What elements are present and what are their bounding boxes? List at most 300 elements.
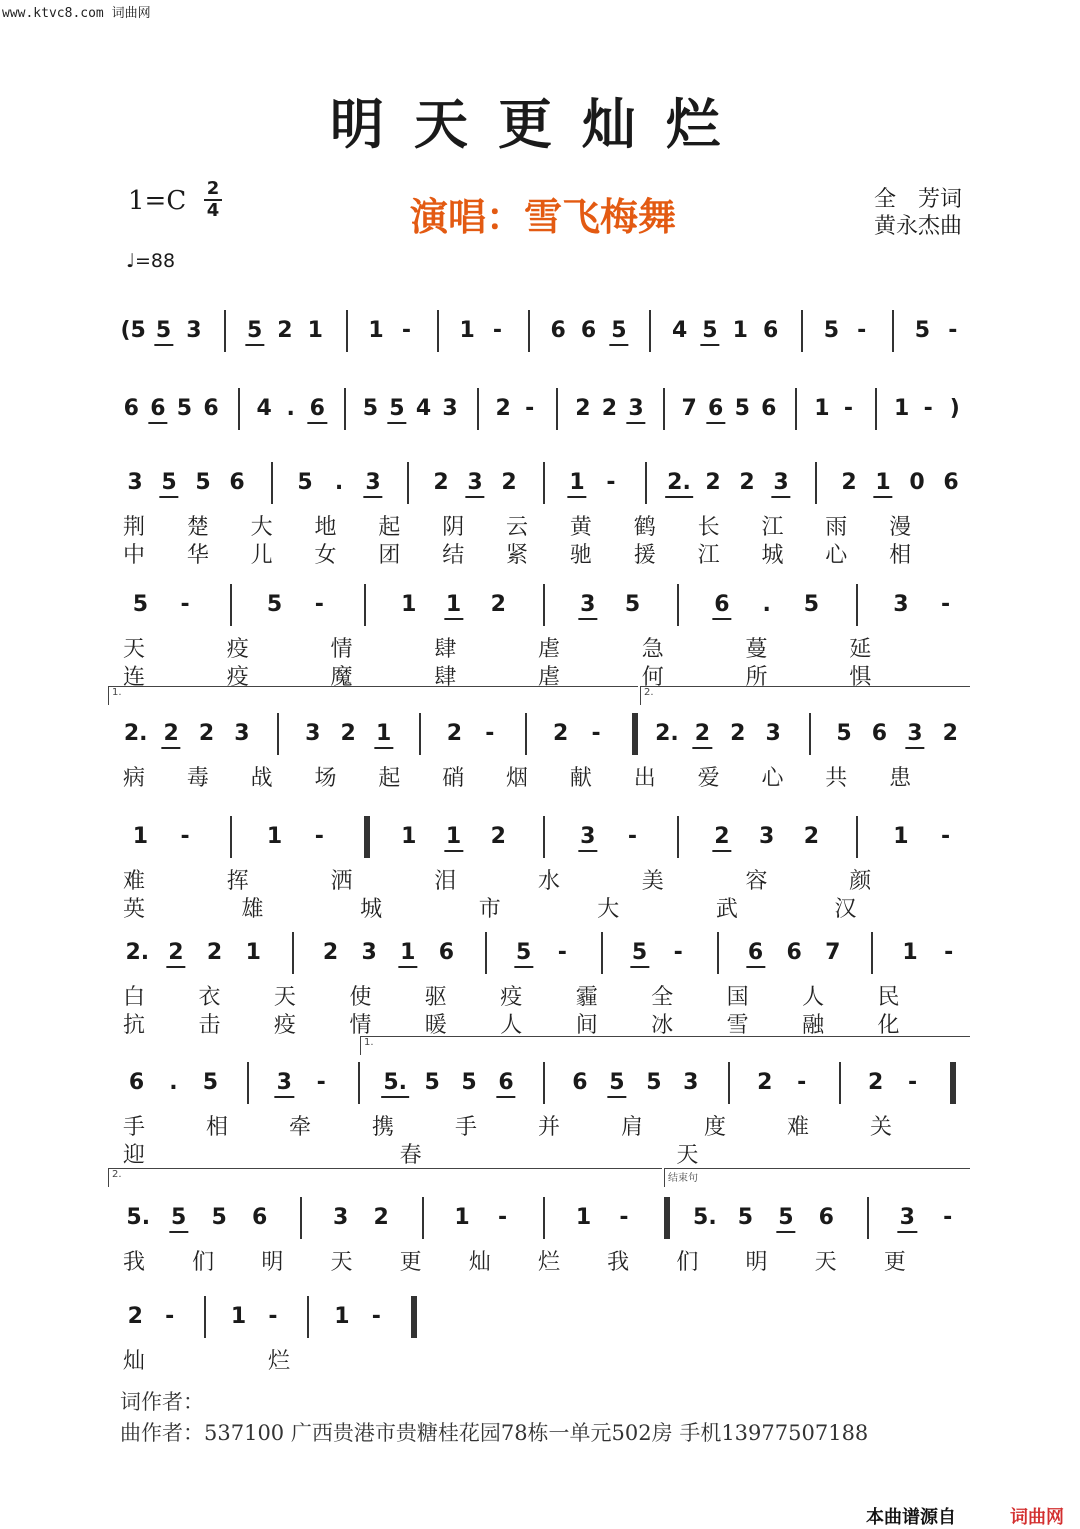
note: 6 [747, 940, 764, 965]
volta-bracket: 2. [640, 686, 970, 705]
tempo-marking: ♩=88 [126, 250, 176, 272]
lyric-char: 江 [697, 543, 720, 568]
note: 4 [256, 396, 272, 421]
lyric-char: 女 [314, 543, 337, 568]
bar-line [632, 713, 638, 755]
note: 5 [362, 396, 378, 421]
score-row [0, 824, 1080, 922]
lyric-char: 国 [726, 985, 749, 1010]
note: 2 [495, 396, 511, 421]
lyric-char: 全 [651, 985, 674, 1010]
lyric-char: 连 [122, 665, 146, 690]
note: 3 [628, 396, 644, 421]
lyric-char: 关 [869, 1115, 893, 1140]
note: 5 [155, 318, 172, 343]
bar-line [809, 713, 811, 755]
lyric-char: 手 [454, 1115, 478, 1140]
note: 5 [737, 1205, 754, 1230]
lyric-char: 团 [378, 543, 401, 568]
note: 6 [943, 470, 959, 495]
note: 2 [277, 318, 293, 343]
credits [858, 186, 962, 240]
note: 2 [694, 721, 711, 746]
note: 1 [307, 318, 323, 343]
bar-line [645, 462, 647, 504]
bar-line [677, 584, 679, 626]
note: 2 [575, 396, 591, 421]
note: 5 [132, 592, 149, 617]
lyric-char: 楚 [186, 515, 209, 540]
lyric-char: 肩 [620, 1115, 644, 1140]
note: 3 [580, 592, 596, 617]
note: 3 [442, 396, 458, 421]
note: 6 [871, 721, 888, 746]
lyric-char: 援 [633, 543, 656, 568]
lyric-char: 地 [314, 515, 337, 540]
note: - [180, 592, 190, 617]
lyric-char: 驱 [424, 985, 447, 1010]
note: - [941, 592, 951, 617]
lyric-char: 起 [378, 766, 401, 791]
lyric-char: 我 [607, 1250, 630, 1275]
note: - [591, 721, 601, 746]
note: 4 [671, 318, 688, 343]
note: 1 [893, 824, 909, 849]
bar-line [300, 1197, 302, 1239]
bar-line [437, 310, 439, 352]
lyric-char: 患 [889, 766, 912, 791]
note: (5 [120, 318, 146, 343]
note: 6 [818, 1205, 834, 1230]
note: - [944, 940, 954, 965]
note: 5 [516, 940, 532, 965]
bar-line [277, 713, 279, 755]
lyric-char: 挥 [226, 869, 249, 894]
bar-line [543, 584, 545, 626]
lyric-char: 荆 [122, 515, 146, 540]
bar-line [601, 932, 603, 974]
note: 1 [334, 1304, 350, 1329]
note: 2 [757, 1070, 773, 1095]
note: - [401, 318, 411, 343]
lyric-char: 水 [537, 869, 561, 894]
lyric-char: 雨 [825, 515, 848, 540]
note: 2. [125, 940, 150, 965]
lyric-char: 疫 [273, 1013, 296, 1038]
lyric-char: 城 [360, 897, 383, 922]
lyric-char: 间 [575, 1013, 598, 1038]
note: 2 [730, 721, 746, 746]
lyric-char: 鹤 [633, 515, 656, 540]
bar-line [875, 388, 877, 430]
lyric-char: 并 [537, 1115, 561, 1140]
lyric-char: 儿 [250, 543, 273, 568]
bar-line [543, 1062, 545, 1104]
lyric-char: 牵 [288, 1115, 312, 1140]
lyric-char: 洒 [330, 869, 353, 894]
lyric-char: 急 [641, 637, 664, 662]
note: - [923, 396, 933, 421]
lyric-char: 霾 [575, 985, 598, 1010]
bar-line [543, 462, 545, 504]
bar-line [204, 1296, 206, 1338]
bar-line [230, 584, 232, 626]
lyric-char: 大 [597, 897, 620, 922]
bar-line [292, 932, 294, 974]
note: 3 [683, 1070, 699, 1095]
lyric-char: 黄 [569, 515, 592, 540]
lyric-char: 结 [442, 543, 465, 568]
note: 1 [732, 318, 748, 343]
note: 5 [914, 318, 931, 343]
note: 5 [176, 396, 193, 421]
bar-line [224, 310, 226, 352]
note: 4 [415, 396, 432, 421]
singer-label: 演唱：雪飞梅舞 [410, 194, 677, 239]
note: 2 [739, 470, 755, 495]
bar-line [663, 388, 665, 430]
note: 5. [126, 1205, 151, 1230]
lyric-char: 虐 [537, 637, 561, 662]
lyric-char: 难 [786, 1115, 810, 1140]
note: - [314, 592, 324, 617]
note: 2 [490, 824, 506, 849]
note: 3 [186, 318, 202, 343]
bar-line [485, 932, 487, 974]
lyric-char: 疫 [226, 665, 249, 690]
lyric-char: 肆 [434, 665, 457, 690]
bar-line [950, 1062, 956, 1104]
note: 5 [611, 318, 627, 343]
bar-line [525, 713, 527, 755]
note: 1 [569, 470, 585, 495]
bar-line [528, 310, 530, 352]
lyric-char: 明 [745, 1250, 768, 1275]
note: 1 [445, 824, 462, 849]
volta-bracket: 结束句 [664, 1168, 970, 1187]
volta-bracket: 1. [360, 1036, 970, 1055]
note: 1 [401, 592, 417, 617]
time-top: 2 [206, 178, 220, 199]
bar-line [346, 310, 348, 352]
note: 7 [825, 940, 841, 965]
lyric-char: 天 [273, 985, 296, 1010]
lyric-char: 手 [122, 1115, 146, 1140]
note: 5 [803, 592, 820, 617]
note: 3 [332, 1205, 349, 1230]
note: - [943, 1205, 953, 1230]
lyric-char: 民 [877, 985, 900, 1010]
note: 1 [902, 940, 918, 965]
lyric-char: 惧 [849, 665, 872, 690]
bar-line [307, 1296, 309, 1338]
key-signature: 1=C [128, 186, 187, 216]
volta-bracket: 1. [108, 686, 638, 705]
lyric-char: 抗 [122, 1013, 146, 1038]
note: 5 [734, 396, 750, 421]
score-row [0, 470, 1080, 568]
note: 0 [909, 470, 925, 495]
lyric-char: 情 [330, 637, 353, 662]
note: - [525, 396, 535, 421]
note: 2 [163, 721, 179, 746]
bar-line [839, 1062, 841, 1104]
note: - [941, 824, 951, 849]
time-signature [204, 180, 222, 220]
note: 2 [168, 940, 184, 965]
lyric-char: 我 [122, 1250, 146, 1275]
note: - [268, 1304, 278, 1329]
score-row [0, 318, 1080, 368]
note: 5 [171, 1205, 187, 1230]
bar-line [238, 388, 240, 430]
lyric-char: 硝 [442, 766, 465, 791]
note: - [492, 318, 503, 343]
bar-line [801, 310, 803, 352]
note: 2 [127, 1304, 143, 1329]
bar-line [358, 1062, 360, 1104]
score-row [0, 1304, 1080, 1374]
bar-line [364, 816, 370, 858]
note: - [497, 1205, 508, 1230]
note: 6 [203, 396, 219, 421]
bar-line [556, 388, 558, 430]
lyric-char: 雄 [241, 897, 264, 922]
note: 5 [297, 470, 313, 495]
lyric-char: 烟 [506, 766, 529, 791]
lyric-char: 长 [697, 515, 720, 540]
lyric-char: 战 [250, 766, 273, 791]
lyric-char: 们 [676, 1250, 699, 1275]
note: 3 [365, 470, 381, 495]
bar-line [856, 584, 858, 626]
note: 6 [229, 470, 245, 495]
bar-line [728, 1062, 730, 1104]
note: 2 [490, 592, 506, 617]
lyric-char: 心 [761, 766, 784, 791]
note: 2. [667, 470, 691, 495]
note: 1 [454, 1205, 470, 1230]
note: 3 [467, 470, 483, 495]
volta-bracket: 2. [108, 1168, 662, 1187]
lyric-char: 颜 [849, 869, 872, 894]
note: 5 [823, 318, 840, 343]
lyric-char: 紧 [506, 543, 529, 568]
note: - [314, 824, 324, 849]
song-title: 明天更灿烂 [330, 92, 750, 156]
bar-line [664, 1197, 670, 1239]
lyric-char: 蔓 [745, 637, 768, 662]
note: - [797, 1070, 807, 1095]
time-bottom: 4 [206, 200, 220, 221]
note: 6 [761, 396, 777, 421]
lyric-char: 雪 [726, 1013, 749, 1038]
note: 6 [438, 940, 455, 965]
note: 7 [681, 396, 697, 421]
note: ) [949, 396, 960, 421]
lyric-char: 城 [761, 543, 784, 568]
note: 2 [433, 470, 449, 495]
lyric-char: 难 [122, 869, 146, 894]
lyric-char: 魔 [330, 665, 353, 690]
lyric-char: 场 [314, 766, 337, 791]
lyric-char: 白 [122, 985, 146, 1010]
lyric-char: 驰 [569, 543, 592, 568]
bar-line [543, 816, 545, 858]
lyric-char: 烂 [267, 1349, 291, 1374]
lyric-char: 烂 [537, 1250, 561, 1275]
note: 3 [234, 721, 250, 746]
note: - [907, 1070, 918, 1095]
note: 2 [206, 940, 223, 965]
lyric-char: 容 [745, 869, 768, 894]
lyric-char: 使 [349, 985, 372, 1010]
note: 5 [778, 1205, 794, 1230]
note: 1 [893, 396, 910, 421]
composer: 黄永杰曲 [873, 214, 962, 239]
note: . [169, 1070, 178, 1095]
lyric-char: 明 [261, 1250, 284, 1275]
lyric-char: 市 [478, 897, 501, 922]
note: - [485, 721, 495, 746]
score-row [0, 721, 1080, 791]
lyric-char: 们 [192, 1250, 215, 1275]
note: - [557, 940, 567, 965]
bar-line [271, 462, 273, 504]
note: 2 [714, 824, 730, 849]
note: 5. [383, 1070, 408, 1095]
note: 3 [127, 470, 143, 495]
lyric-char: 天 [814, 1250, 837, 1275]
note: 5 [246, 318, 263, 343]
lyric-char: 出 [633, 766, 656, 791]
note: 6 [150, 396, 166, 421]
lyricist: 全 芳词 [873, 187, 962, 212]
lyric-char: 更 [399, 1250, 422, 1275]
note: 3 [893, 592, 909, 617]
note: . [762, 592, 771, 617]
note: 2 [803, 824, 820, 849]
source-watermark: 本曲谱源自 [866, 1507, 956, 1528]
score-row [0, 592, 1080, 690]
lyric-char: 天 [676, 1143, 699, 1168]
score-row [0, 1070, 1080, 1168]
bar-line [477, 388, 479, 430]
composer-footer: 曲作者：537100 广西贵港市贵糖桂花园78栋一单元502房 手机13977507188 [120, 1421, 869, 1445]
lyric-char: 云 [506, 515, 529, 540]
note: 5 [631, 940, 648, 965]
note: 6 [128, 1070, 145, 1095]
note: 1 [132, 824, 149, 849]
note: 2 [867, 1070, 884, 1095]
score-row [0, 940, 1080, 1038]
bar-line [407, 462, 409, 504]
note: - [316, 1070, 326, 1095]
lyric-char: 天 [330, 1250, 353, 1275]
lyric-char: 化 [877, 1013, 900, 1038]
lyric-char: 携 [371, 1115, 395, 1140]
note: 1 [445, 592, 462, 617]
bar-line [344, 388, 346, 430]
score-row [0, 396, 1080, 446]
note: 2 [601, 396, 618, 421]
note: 5 [461, 1070, 477, 1095]
note: 1 [401, 824, 417, 849]
note: 2 [501, 470, 517, 495]
lyric-char: 人 [500, 1013, 523, 1038]
note: 1 [266, 824, 283, 849]
note: 6 [708, 396, 724, 421]
note: 3 [759, 824, 775, 849]
note: 3 [580, 824, 596, 849]
lyric-char: 心 [825, 543, 848, 568]
bar-line [867, 1197, 869, 1239]
note: 5 [266, 592, 283, 617]
note: 5 [624, 592, 641, 617]
lyric-char: 冰 [651, 1013, 674, 1038]
note: 5 [202, 1070, 219, 1095]
lyric-char: 相 [205, 1115, 229, 1140]
lyric-char: 漫 [889, 515, 912, 540]
lyric-char: 天 [122, 637, 146, 662]
lyric-char: 相 [889, 543, 912, 568]
note: 2. [123, 721, 148, 746]
note: 6 [572, 1070, 588, 1095]
note: 5. [693, 1205, 717, 1230]
lyric-char: 献 [569, 766, 592, 791]
note: - [619, 1205, 629, 1230]
lyric-char: 病 [122, 766, 146, 791]
bar-line [815, 462, 817, 504]
note: - [843, 396, 854, 421]
note: - [606, 470, 616, 495]
bar-line [677, 816, 679, 858]
note: - [627, 824, 638, 849]
note: 5 [702, 318, 718, 343]
lyric-char: 武 [715, 897, 738, 922]
note: 1 [575, 1205, 592, 1230]
note: 2. [655, 721, 679, 746]
note: 1 [459, 318, 475, 343]
bar-line [543, 1197, 545, 1239]
bar-line [717, 932, 719, 974]
note: 5 [195, 470, 211, 495]
lyric-char: 泪 [434, 869, 457, 894]
lyric-char: 阴 [442, 515, 465, 540]
note: 1 [875, 470, 891, 495]
note: 6 [763, 318, 779, 343]
lyric-char: 所 [745, 665, 768, 690]
note: 5 [646, 1070, 662, 1095]
note: 1 [368, 318, 384, 343]
note: 6 [252, 1205, 268, 1230]
lyric-char: 起 [378, 515, 401, 540]
lyric-char: 虐 [537, 665, 561, 690]
note: 5 [609, 1070, 625, 1095]
note: 6 [309, 396, 325, 421]
bar-line [411, 1296, 417, 1338]
site-logo-watermark: 词曲网 [1010, 1507, 1064, 1528]
note: 3 [276, 1070, 292, 1095]
lyric-char: 灿 [468, 1250, 491, 1275]
note: 5 [211, 1205, 227, 1230]
note: 5 [424, 1070, 440, 1095]
bar-line [856, 816, 858, 858]
bar-line [795, 388, 797, 430]
note: 3 [765, 721, 781, 746]
lyric-char: 疫 [226, 637, 249, 662]
note: - [857, 318, 867, 343]
